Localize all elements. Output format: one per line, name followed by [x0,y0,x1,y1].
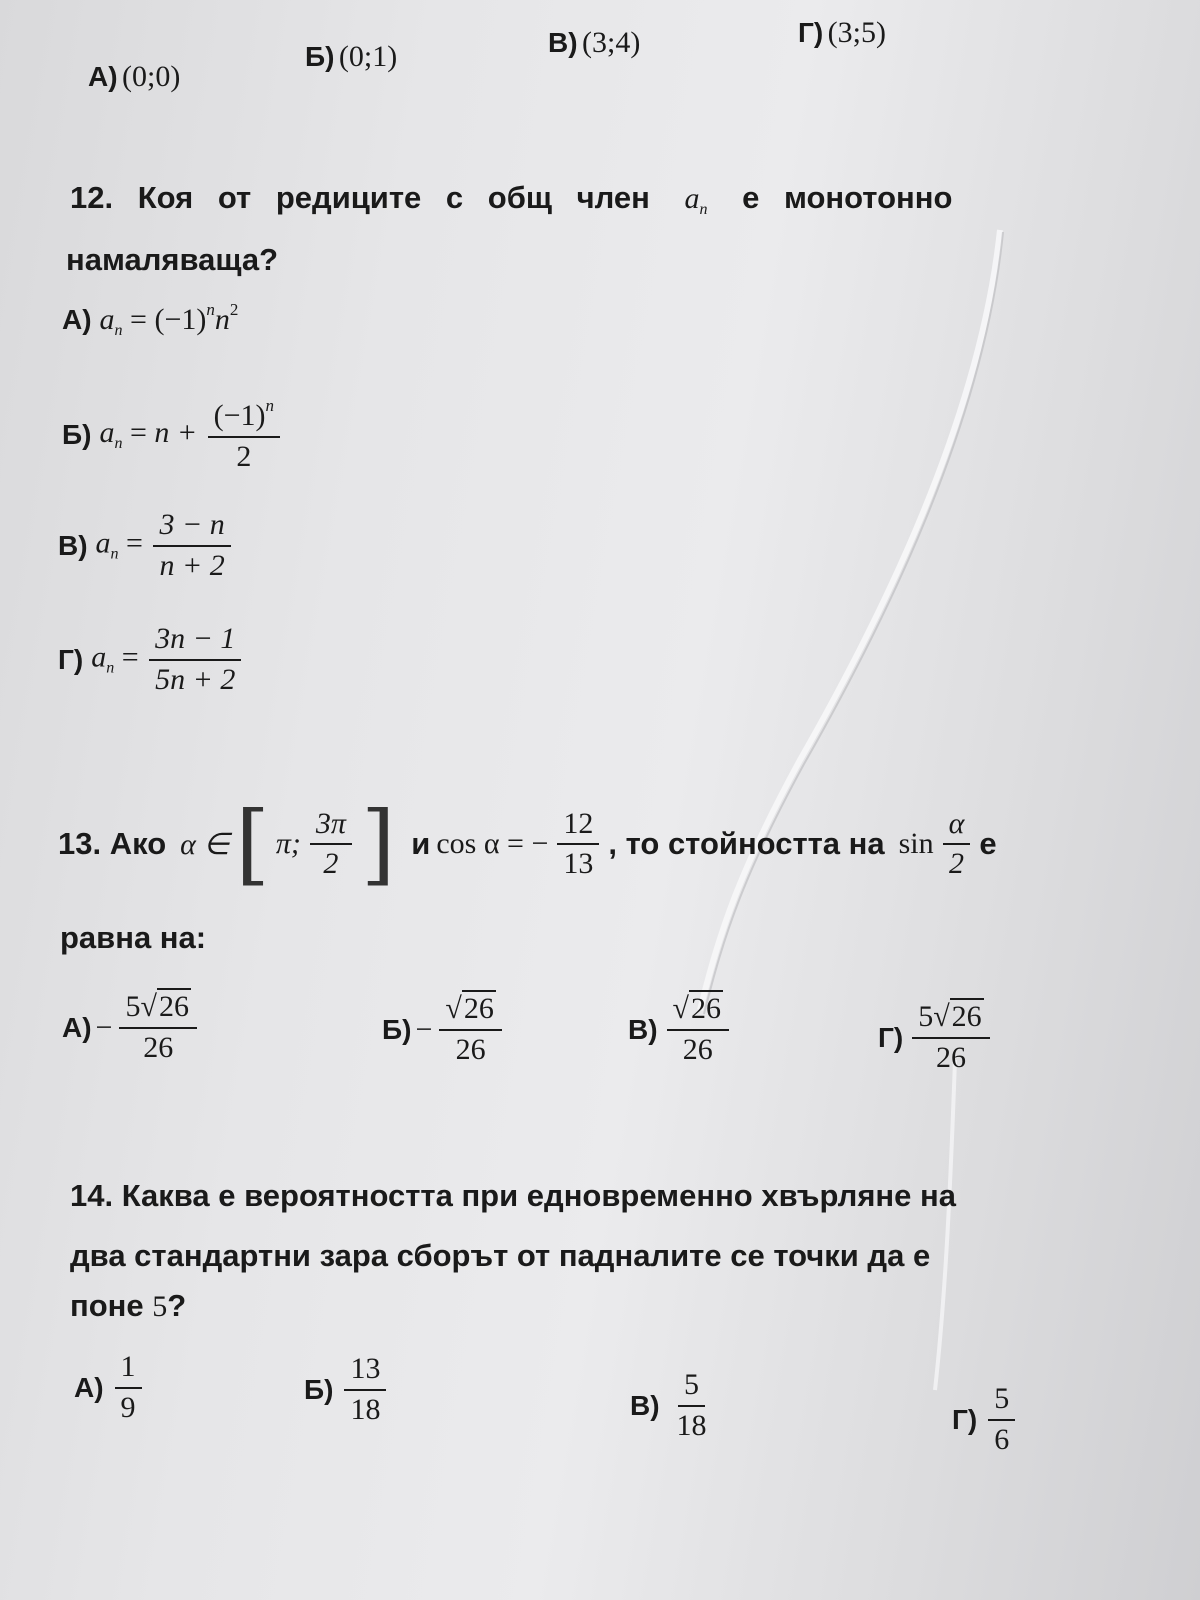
q13-option-d[interactable] [878,1000,993,1075]
question-text: Коя от редиците с общ член [137,180,650,215]
q14-option-c[interactable] [630,1368,716,1443]
option-label: В) [630,1389,660,1421]
option-value: (3;4) [582,26,641,59]
option-value: (0;1) [338,40,398,73]
option-label: В) [628,1013,658,1045]
option-label: А) [62,1011,92,1043]
option-fraction: $\frac{5√26}{26}$ [119,990,196,1065]
option-fraction: $\frac{13}{18}$ [344,1352,386,1427]
option-label: В) [548,27,578,58]
q14-stem-line3: поне 5? [70,1288,187,1323]
option-fraction: $\frac{1}{9}$ [115,1350,142,1425]
q11-option-c[interactable] [548,26,640,60]
q13-option-a[interactable] [62,990,200,1065]
alpha-in: α ∈ [180,827,230,861]
q12-stem-line2: намаляваща? [66,242,279,277]
option-label: Г) [58,643,84,675]
option-fraction: $\frac{√26}{26}$ [439,992,501,1067]
cos-fraction: $\frac{12}{13}$ [557,807,599,882]
q11-option-d[interactable] [798,16,886,50]
interval-pi: π; [275,827,301,860]
question-text: е монотонно [742,180,953,215]
q14-stem-line2: два стандартни зара сборът от падналите се точки да е [70,1238,931,1273]
q12-option-a[interactable] [62,300,238,340]
q11-option-b[interactable] [305,40,397,74]
q13-option-b[interactable] [382,992,505,1067]
bracket-left: [ [235,792,270,895]
option-label: Г) [878,1021,904,1053]
q14-option-b[interactable] [304,1352,389,1427]
option-label: Б) [305,41,335,72]
question-text: и [411,826,431,861]
q13-option-c[interactable] [628,992,732,1067]
option-label: Б) [62,419,92,450]
minus-sign: − [95,1010,113,1044]
q13-stem-line1 [58,792,997,895]
q12-option-b[interactable] [62,396,283,474]
sin-label: sin [898,827,934,860]
question-number: 13. Ако [58,826,167,861]
option-formula: $a_n$ = $\frac{3 - n}{n + 2}$ [96,508,234,583]
option-label: А) [88,61,118,92]
option-label: А) [74,1371,104,1403]
option-value: (0;0) [122,60,181,93]
q12-option-d[interactable] [58,622,244,697]
option-formula: $a_n$ = $\frac{3n - 1}{5n + 2}$ [91,622,244,697]
option-label: Г) [798,17,824,48]
option-fraction: $\frac{5}{18}$ [676,1368,707,1442]
question-number: 12. [70,180,114,215]
cos-expression: cos α = − [436,827,549,860]
option-label: В) [58,529,88,561]
interval-fraction: $\frac{3\pi}{2}$ [310,807,352,882]
option-fraction: $\frac{5}{6}$ [988,1382,1015,1457]
q11-option-a[interactable] [88,60,180,94]
q12-stem-line1 [70,180,952,219]
q14-stem-line1: 14. Каква е вероятността при едновременно хвърляне на [70,1178,956,1213]
option-formula: $a_n = n$ + $\frac{(-1)^n}{2}$ [99,396,283,474]
question-text: е [979,826,997,861]
option-value: (3;5) [827,16,886,49]
option-formula: $a_n = (-1)^nn^2$ [99,300,239,339]
option-label: Б) [304,1373,334,1405]
option-label: Г) [952,1403,978,1435]
minus-sign: − [415,1012,433,1046]
option-fraction: $\frac{√26}{26}$ [667,992,729,1067]
option-fraction: $\frac{5√26}{26}$ [912,1000,989,1075]
q14-option-d[interactable] [952,1382,1018,1457]
sequence-term: $a_n$ [684,182,708,218]
option-label: А) [62,304,92,335]
sin-fraction: $\frac{\alpha}{2}$ [943,807,971,882]
q12-option-c[interactable] [58,508,234,583]
bracket-right: ] [360,792,396,895]
question-text: , то стойността на [608,826,885,861]
option-label: Б) [382,1013,412,1045]
q14-option-a[interactable] [74,1350,145,1425]
q13-stem-line2: равна на: [60,920,207,955]
